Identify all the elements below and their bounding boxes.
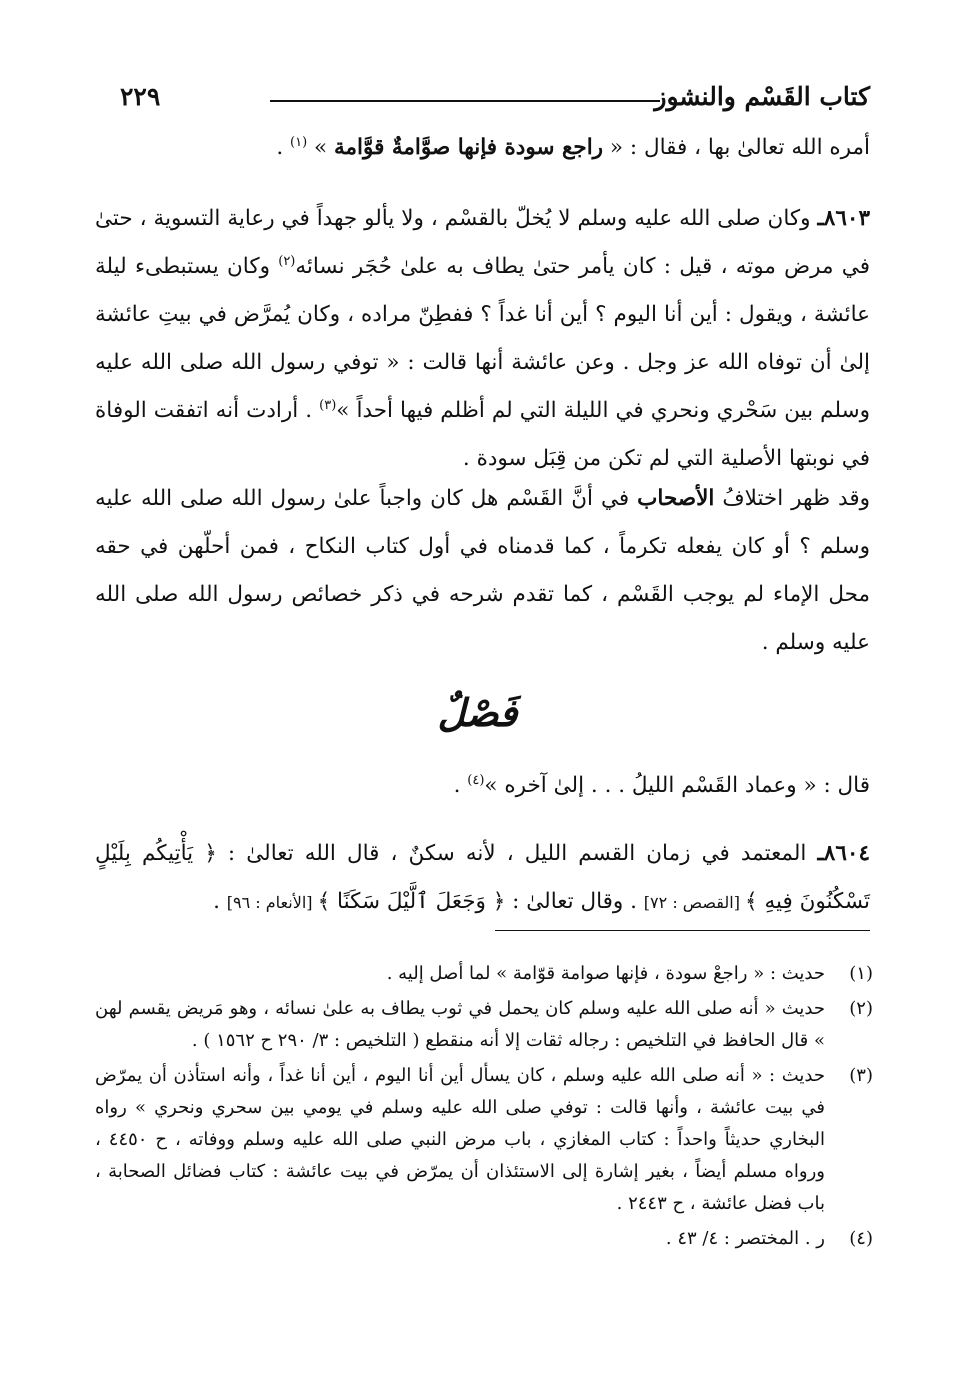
header-rule xyxy=(270,100,660,102)
footnote-ref-1[interactable]: (١) xyxy=(290,134,308,150)
paragraph-number: ٨٦٠٤ـ xyxy=(817,841,870,866)
paragraph-text: وكان صلى الله عليه وسلم لا يُخلّ بالقسْم ، ولا يألو جهداً في رعاية التسوية ، حتىٰ في مرض موته ، قيل : كان يأمر حتىٰ يطاف به علىٰ حُجَر نسائه xyxy=(95,206,870,279)
qala-line xyxy=(95,762,870,810)
continuation-quote: راجع سودة فإنها صوَّامةٌ قوَّامة xyxy=(334,135,604,160)
continuation-line xyxy=(95,124,870,172)
footnote-separator xyxy=(495,930,870,931)
quran-reference: [القصص : ٧٢] xyxy=(643,893,746,912)
chapter-title: كتاب القَسْم والنشوز xyxy=(654,82,870,111)
footnote-number: (١) xyxy=(849,963,873,984)
section-heading: فَصْلٌ xyxy=(437,690,518,735)
footnote-4 xyxy=(95,1223,873,1255)
continuation-text: أمره الله تعالىٰ بها ، فقال : « xyxy=(603,135,870,160)
quran-reference: [الأنعام : ٩٦] xyxy=(226,893,318,912)
footnote-number: (٤) xyxy=(849,1228,873,1249)
footnote-text: حديث : « راجعْ سودة ، فإنها صوامة قوّامة » لما أصل إليه . xyxy=(386,963,825,984)
paragraph-8604 xyxy=(95,830,870,927)
bold-term: الأصحاب xyxy=(637,486,715,511)
paragraph-text: وقد ظهر اختلافُ xyxy=(714,486,871,511)
footnote-text: حديث « أنه صلى الله عليه وسلم كان يحمل في ثوب يطاف به علىٰ نسائه ، وهو مَريض يقسم لهن » قال الحافظ في التلخيص : رجاله ثقات إلا أنه منقطع ( التلخيص : ٣/ ٢٩٠ ح ١٥٦٢ ) . xyxy=(95,998,825,1051)
footnote-ref-4[interactable]: (٤) xyxy=(467,772,485,788)
qala-tail: . xyxy=(453,773,468,798)
paragraph-tail: . xyxy=(213,889,227,914)
qala-text: قال : « وعماد القَسْم الليلُ . . . إلىٰ آخره » xyxy=(484,773,870,798)
continuation-quote-end: » xyxy=(307,135,334,160)
continuation-tail: . xyxy=(276,135,291,160)
paragraph-number: ٨٦٠٣ـ xyxy=(817,206,870,231)
paragraph-text: في أنَّ القَسْم هل كان واجباً علىٰ رسول الله صلى الله عليه وسلم ؟ أو كان يفعله تكرماً ، كما قدمناه في أول كتاب النكاح ، فمن أحلّهن في حقه محل الإماء لم يوجب القَسْم ، كما تقدم شرحه في ذكر خصائص رسول الله صلى الله عليه وسلم . xyxy=(95,486,870,655)
footnote-number: (٢) xyxy=(849,998,873,1019)
footnote-3 xyxy=(95,1060,873,1220)
footnote-text: ر . المختصر : ٤/ ٤٣ . xyxy=(665,1228,825,1249)
footnotes xyxy=(95,958,873,1258)
page-number: ٢٢٩ xyxy=(120,82,161,111)
running-header xyxy=(100,78,870,118)
footnote-ref-3[interactable]: (٣) xyxy=(319,397,337,413)
footnote-ref-2[interactable]: (٢) xyxy=(278,253,296,269)
paragraph-8603 xyxy=(95,195,870,483)
paragraph-text: المعتمد في زمان القسم الليل ، لأنه سكنٌ ، قال الله تعالىٰ : ﴿ يَأْتِيكُم بِلَيْلٍ تَسْكُنُونَ فِيهِ ﴾ xyxy=(95,841,870,914)
footnote-number: (٣) xyxy=(849,1065,873,1086)
paragraph-text: وكان يستبطىء ليلة عائشة ، ويقول : أين أنا اليوم ؟ أين أنا غداً ؟ ففطِنّ مراده ، وكان يُمرَّض في بيتِ عائشة إلىٰ أن توفاه الله عز وجل . وعن عائشة أنها قالت : « توفي رسول الله صلى الله عليه وسلم بين سَحْري ونحري في الليلة التي لم أظلم فيها أحداً » xyxy=(95,254,870,423)
footnote-text: حديث : « أنه صلى الله عليه وسلم ، كان يسأل أين أنا اليوم ، أين أنا غداً ، وأنه استأذن أن يمرّض في بيت عائشة ، وأنها قالت : توفي صلى الله عليه وسلم في يومي بين سحري ونحري » رواه البخاري حديثاً واحداً : كتاب المغازي ، باب مرض النبي صلى الله عليه وسلم ووفاته ، ح ٤٤٥٠ ، ورواه مسلم أيضاً ، بغير إشارة إلى الاستئذان أن يمرّض في بيت عائشة : كتاب فضائل الصحابة ، باب فضل عائشة ، ح ٢٤٤٣ . xyxy=(95,1065,826,1214)
footnote-2 xyxy=(95,993,873,1057)
paragraph-text: . وقال تعالىٰ : ﴿ وَجَعَلَ ٱلَّيْلَ سَكَنًا ﴾ xyxy=(317,889,644,914)
paragraph-text: . أرادت أنه اتفقت الوفاة في نوبتها الأصلية التي لم تكن من قِبَل سودة . xyxy=(95,398,870,471)
footnote-1 xyxy=(95,958,873,990)
paragraph-disagreement xyxy=(95,475,870,667)
